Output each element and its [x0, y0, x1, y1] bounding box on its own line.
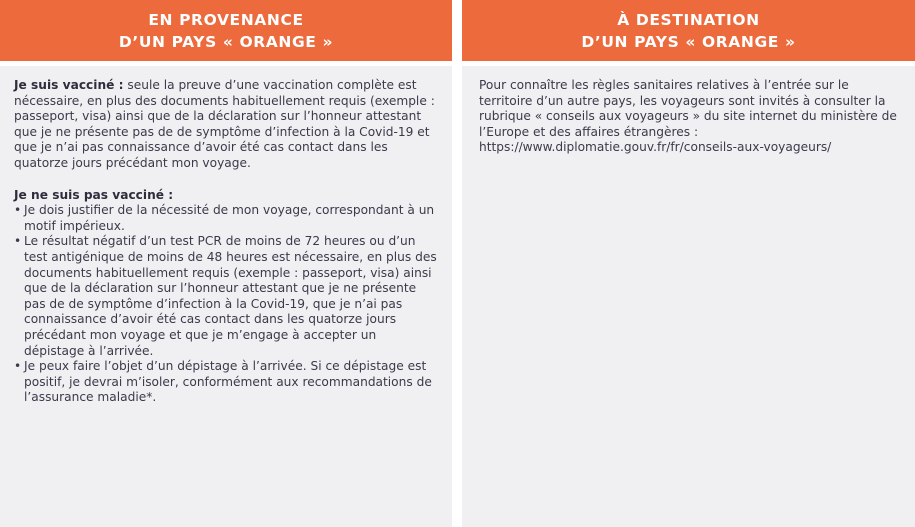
- requirements-list: [14, 203, 438, 406]
- right-title-line1: À DESTINATION: [617, 10, 760, 29]
- left-panel: [0, 66, 452, 527]
- right-header: [462, 0, 915, 61]
- column-divider: [452, 0, 462, 527]
- left-column: [0, 0, 452, 527]
- bullet-icon: •: [14, 359, 22, 374]
- right-panel: [462, 66, 915, 527]
- not-vaccinated-section: [14, 188, 438, 406]
- left-title-line1: EN PROVENANCE: [148, 10, 304, 29]
- bullet-icon: •: [14, 234, 22, 249]
- list-item: [14, 234, 438, 359]
- list-item-text: Le résultat négatif d’un test PCR de moins de 72 heures ou d’un test antigénique de moins de 48 heures est nécessaire, en plus des documents habituellement requis (exemple : passeport, visa) ainsi que de la déclaration sur l’honneur attestant que je ne présente pas de de symptôme d’infection à la Covid-19, que je n’ai pas connaissance d’avoir été cas contact dans les quatorze jours précédant mon voyage et que je m’engage à accepter un dépistage à l’arrivée.: [24, 234, 437, 358]
- list-item-text: Je dois justifier de la nécessité de mon voyage, correspondant à un motif impérieux.: [24, 203, 435, 233]
- list-item: [14, 203, 438, 234]
- right-column: [462, 0, 915, 527]
- vaccinated-text: seule la preuve d’une vaccination complète est nécessaire, en plus des documents habituellement requis (exemple : passeport, visa) ainsi que de la déclaration sur l’honneur attestant que je ne présente pas de de symptôme d’infection à la Covid-19 et que je n’ai pas connaissance d’avoir été cas contact dans les quatorze jours précédant mon voyage.: [14, 78, 435, 170]
- vaccinated-paragraph: [14, 78, 438, 172]
- vaccinated-lead: Je suis vacciné :: [14, 78, 124, 92]
- right-title-line2: D’UN PAYS « ORANGE »: [581, 32, 796, 51]
- right-paragraph: [479, 78, 901, 156]
- diplomatie-url: https://www.diplomatie.gouv.fr/fr/conseils-aux-voyageurs/: [479, 140, 832, 155]
- left-title-line2: D’UN PAYS « ORANGE »: [118, 32, 334, 51]
- not-vaccinated-lead: Je ne suis pas vacciné :: [14, 187, 174, 202]
- right-text: Pour connaître les règles sanitaires relatives à l’entrée sur le territoire d’un autre pays, les voyageurs sont invités à consulter la rubrique « conseils aux voyageurs » du site internet du ministère de l’Europe et des affaires étrangères :: [479, 78, 897, 139]
- list-item-text: Je peux faire l’objet d’un dépistage à l’arrivée. Si ce dépistage est positif, je devrai m’isoler, conformément aux recommandations de l’assurance maladie*.: [24, 359, 432, 405]
- left-header: [0, 0, 452, 61]
- list-item: [14, 359, 438, 406]
- bullet-icon: •: [14, 203, 22, 218]
